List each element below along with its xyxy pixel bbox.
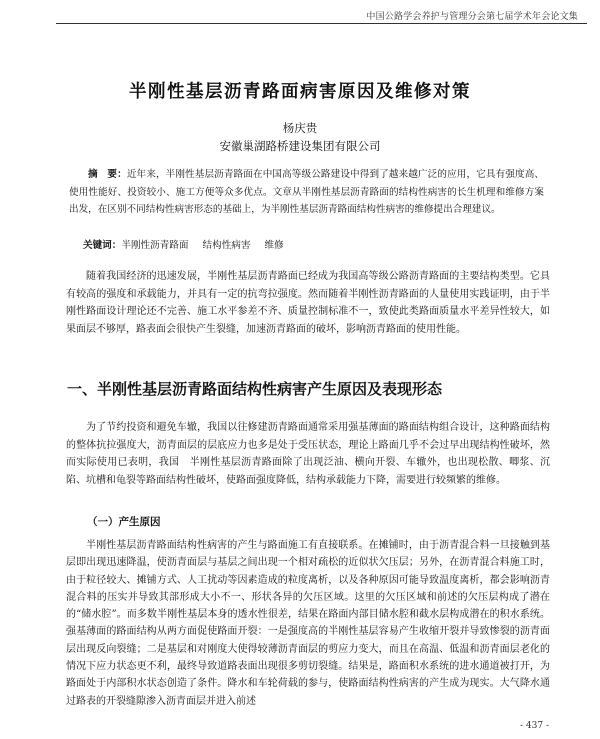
- keywords-label: 关键词：: [83, 240, 122, 251]
- paper-title: 半刚性基层沥青路面病害原因及维修对策: [129, 81, 471, 102]
- header-rule: [56, 23, 587, 24]
- intro-paragraph: 随着我国经济的迅速发展，半刚性基层沥青路面已经成为我国高等级公路沥青路面的主要结构类型。它具有较高的强度和承载能力，并具有一定的抗弯拉强度。然而随着半刚性沥青路面的人量使用实践证明，由于半刚性路面设计理论还不完善、施工水平参差不齐、质量控制标准不一，致使此类路面质量水平差异性较大，如果面层不够厚，路表面会很快产生裂缝，加速沥青路面的破坏，影响沥青路面的使用性能。: [66, 271, 550, 335]
- abstract-label: 摘 要：: [88, 169, 127, 180]
- running-header: 中国公路学会养护与管理分会第七届学术年会论文集: [366, 12, 578, 22]
- subsection-heading: （一）产生原因: [87, 516, 161, 528]
- keyword: 结构性病害: [202, 240, 251, 251]
- page-number: - 437 -: [520, 721, 549, 731]
- abstract-text: 近年来，半刚性基层沥青路面在中国高等级公路建设中得到了越来越广泛的应用，它具有强度高、使用性能好、投资较小、施工方便等众多优点。文章从半刚性基层沥青路面的结构性病害的长生机理和维修方案出发，在区别不同结构性病害形态的基础上，为半刚性基层沥青路面结构性病害的维修提出合理建议。: [69, 169, 545, 215]
- section-heading: 一、半刚性基层沥青路面结构性病害产生原因及表现形态: [67, 380, 443, 398]
- author-affiliation: 安徽巢湖路桥建设集团有限公司: [219, 139, 381, 153]
- subsection-paragraph: 半刚性基层沥青路面结构性病害的产生与路面施工有直接联系。在摊铺时，由于沥青混合料一旦接触到基层即出现迅速降温，使沥青面层与基层之间出现一个相对疏松的近似状欠压层；另外，在沥青混合料施工时，由于粒径较大、摊铺方式、人工扰动等因素造成的粒度离析，以及各种原因可能导致温度离析，都会影响沥青混合料的压实并导致其部形成大小不一、形状各异的欠压区域。这里的欠压区域和前述的欠压层构成了潜在的“储水腔”。而多数半刚性基层本身的透水性很差，结果在路面内部目储水腔和截水层构成潜在的积水系统。强基薄面的路面结构从两方面促使路面开裂：一是强度高的半刚性基层容易产生收缩开裂并导致惨裂的沥青面层出现反向裂缝；二是基层和对刚度大使得较薄沥青面层的剪应力变大，而且在高温、低温和沥青面层老化的情况下应力状态更不利，最终导致道路表面出现很多剪切裂缝。结果是，路面积水系统的进水通道被打开，为路面处于内部积水状态创造了条件。降水和车轮荷载的参与，使路面结构性病害的产生成为现实。大气降水通过路表的开裂缝隙渗入沥青面层并进入前述: [66, 540, 550, 707]
- keywords: [83, 237, 543, 251]
- keyword: 半刚性沥青路面: [121, 240, 189, 251]
- keyword: 维修: [264, 240, 284, 251]
- abstract: [69, 166, 544, 219]
- section-paragraph: 为了节约投资和避免车辙，我国以往修建沥青路面通常采用强基薄面的路面结构组合设计，这种路面结构的整体抗拉强度大，沥青面层的层底应力也多是处于受压状态，理论上路面几乎不会过早出现结构性破坏，然而实际使用已表明，我国 半刚性基层沥青路面除了出现泛油、横向开裂、车辙外，也出现松散、唧浆、沉陷、坑槽和龟裂等路面结构性破坏，使路面强度降低，结构承载能力下降，需要进行较频繁的维修。: [66, 422, 550, 486]
- author-name: 杨庆贵: [282, 121, 318, 135]
